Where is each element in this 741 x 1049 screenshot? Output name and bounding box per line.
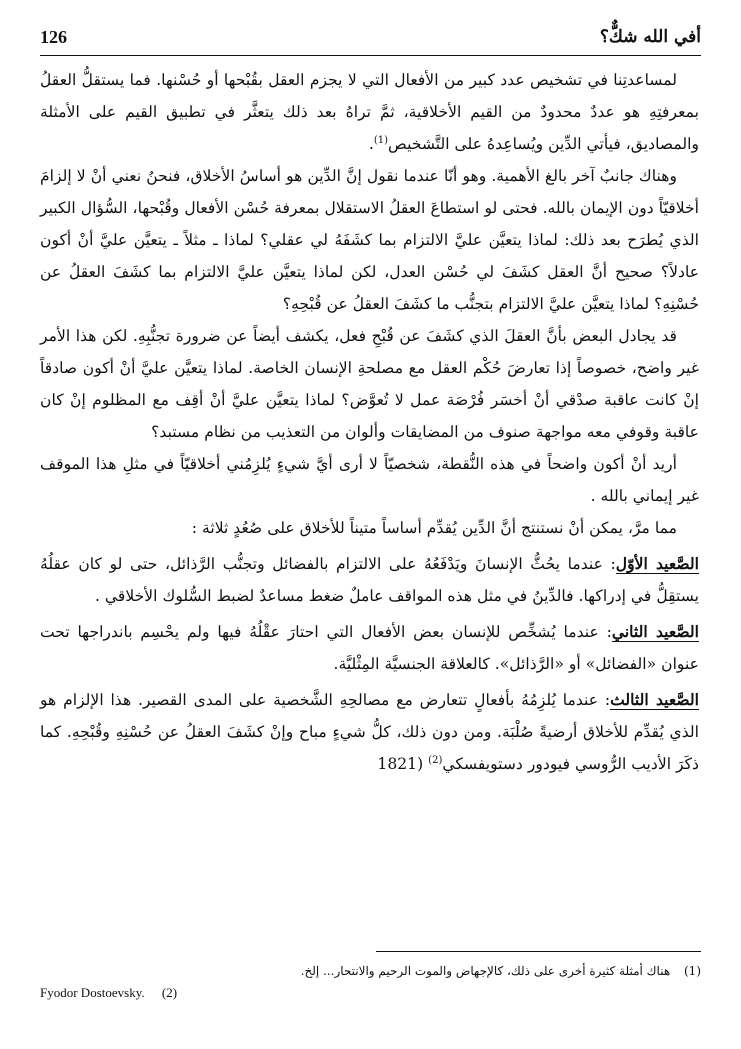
- footnote-ref-1: (1): [373, 134, 389, 146]
- paragraph-2: وهناك جانبٌ آخر بالغ الأهمية. وهو أنّا عندما نقول إنَّ الدِّين هو أساسُ الأخلاق، فنحنُ نعني أنْ لا إلزامَ أخلاقيّاً دون الإيمان بالله. فحتى لو استطاعَ العقلُ الاستقلال بمعرفة حُسْن الأفعال وقُبْحها، السُّؤال الكبير الذي يُطرَح بعد ذلك: لماذا يتعيَّن عليَّ الالتزام بما كشَفَهُ لي عقلي؟ لماذا ـ مثلاً ـ يتعيَّن عليَّ أنْ أكون عادلاً؟ صحيح أنَّ العقل كشَفَ لي حُسْن العدل، لكن لماذا يتعيَّن عليَّ الالتزام بما كشَفَ العقلُ عن حُسْنِهِ؟ لماذا يتعيَّن عليَّ الالتزام بتجنُّب ما كشَفَ العقلُ عن قُبْحِهِ؟: [40, 167, 699, 313]
- level-1-paragraph: [40, 548, 699, 612]
- paragraph-3: قد يجادل البعض بأنَّ العقلَ الذي كشَفَ عن قُبْحِ فعل، يكشف أيضاً عن ضرورة تجنُّبِهِ. لكن هذا الأمر غير واضح، خصوصاً إذا تعارضَ حُكْم العقل مع مصلحةِ الإنسان الخاصة. لماذا يتعيَّن عليَّ أنْ أكون صادقاً إنْ كانت عاقبة صدْقي أنْ أخسَر فُرْصَة عمل لا تُعوَّض؟ لماذا يتعيَّن عليَّ أنْ أقِف مع المظلوم إنْ كان عاقبة وقوفي معه مواجهة صنوف من المضايقات وألوان من التعذيب من نظام مستبد؟: [40, 327, 699, 441]
- paragraph-5: مما مرَّ، يمكن أنْ نستنتج أنَّ الدِّين يُقدِّم أساساً متيناً للأخلاق على صُعُدٍ ثلاثة :: [191, 519, 677, 537]
- page-number: 126: [40, 26, 67, 47]
- level-3-end: (1821: [377, 755, 424, 773]
- level-1-text: : عندما يحُثُّ الإنسانَ ويَدْفَعُهُ على الالتزام بالفضائل وتجنُّب الرَّذائل، حتى لو كان عقلُهُ يستقِلُّ في إدراكها. فالدِّينُ في مثل هذه المواقف عاملٌ ضغط مساعدٌ لضبط السُّلوك الأخلاقي .: [40, 555, 699, 605]
- running-title: أفي الله شكٌّ؟: [599, 27, 701, 47]
- page-body: [40, 64, 699, 780]
- page-header: [40, 22, 701, 52]
- footnote-1-text: هناك أمثلة كثيرة أخرى على ذلك، كالإجهاض والموت الرحيم والانتحار... إلخ.: [300, 964, 671, 978]
- level-3-heading: الصَّعيد الثالث: [610, 690, 699, 709]
- footnote-1-number: (1): [683, 964, 701, 978]
- level-3-text: : عندما يُلزِمُهُ بأفعالٍ تتعارض مع مصالحِهِ الشَّخصية على المدى القصير. هذا الإلزام هو الذي يُقدِّم للأخلاق أرضيةً صُلْبَة. ومن دون ذلك، كلُّ شيءٍ مباح وإنْ كشَفَ العقلُ عن حُسْنِهِ وقُبْحِهِ. كما ذكَرَ الأديب الرُّوسي فيودور دستويفسكي: [40, 691, 699, 773]
- footnote-ref-2: (2): [428, 754, 443, 766]
- footnote-2: [40, 982, 701, 1004]
- level-3-paragraph: [40, 684, 699, 780]
- footnote-2-text: Fyodor Dostoevsky.: [40, 985, 145, 1000]
- footnote-1: [40, 960, 701, 982]
- paragraph-1: [40, 64, 699, 160]
- footnotes: [40, 960, 701, 1004]
- paragraph-1-end: .: [368, 135, 374, 153]
- level-1-heading: الصَّعيد الأوّل: [615, 554, 699, 573]
- level-2-paragraph: [40, 616, 699, 680]
- paragraph-4: أريد أنْ أكون واضحاً في هذه النُّقطة، شخصيّاً لا أرى أيَّ شيءٍ يُلزِمُني أخلاقيّاً في مثلِ هذا الموقف غير إيماني بالله .: [40, 455, 699, 505]
- level-2-heading: الصَّعيد الثاني: [611, 622, 699, 641]
- paragraph-1-text: لمساعدتِنا في تشخيص عدد كبير من الأفعال التي لا يجزم العقل بقُبْحها أو حُسْنها. فما يستقلُّ العقلُ بمعرفتِهِ هو عددٌ محدودٌ من القيم الأخلاقية، ثمَّ تراهُ بعد ذلك يتعثَّر في تطبيق القيم على الأمثلة والمصاديق، فيأتي الدِّين ويُساعِدهُ على التَّشخيص: [40, 71, 699, 153]
- footnote-2-number: (2): [161, 985, 178, 1000]
- header-rule: [40, 55, 701, 56]
- footnote-rule: [376, 951, 701, 952]
- level-2-text: : عندما يُشخِّص للإنسان بعض الأفعال التي احتارَ عقْلُهُ فيها ولم يحْسِم باندراجها تحت عنوان «الفضائل» أو «الرَّذائل». كالعلاقة الجنسيَّة المِثْليَّة.: [40, 623, 699, 673]
